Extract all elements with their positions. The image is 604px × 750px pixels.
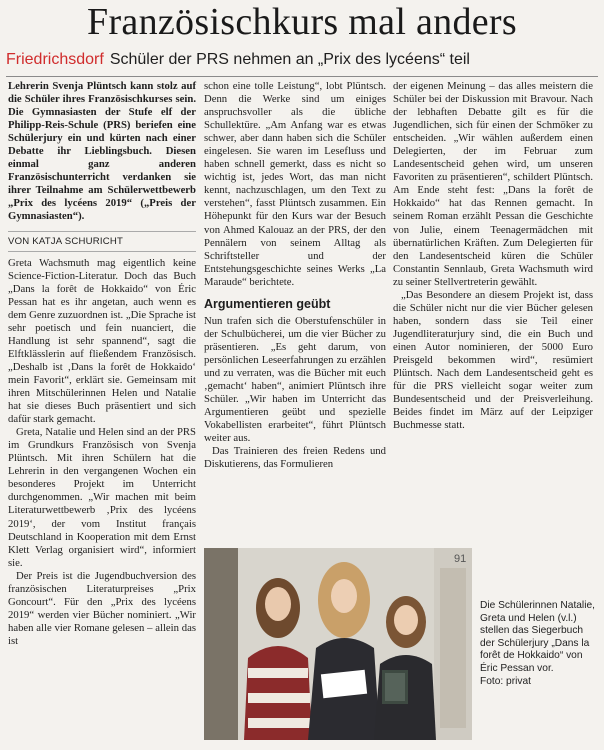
photo-caption: [480, 600, 600, 688]
body-paragraph: der eigenen Meinung – das alles meistern die Schüler bei der Diskussion mit Bravour. Nach der lebhaften Debatte gilt es für die Jugendlichen, sich für einen der Schmöker zu entscheiden. „Wir wählen außerdem einen Delegierten, der im Februar zum Landesentscheid gehen wird, um unseren Favoriten zu präsentieren“, schildert Plüntsch. Am Ende steht fest: „Dans la forêt de Hokkaido“ hat das Rennen gemacht. In seinem Roman erzählt Pessan die Geschichte von Julie, einem Teenagermädchen mit übernatürlichen Kräften. Zum Delegierten für den Landesentscheid küren die Schüler Constantin Sennlaub, Greta Wachsmuth wird zu seiner Stellvertreterin gewählt.: [393, 80, 593, 288]
caption-text: Die Schülerinnen Natalie, Greta und Helen (v.l.) stellen das Siegerbuch der Schülerjury „Dans la forêt de Hokkaido“ von Éric Pessan vor.: [480, 600, 595, 674]
body-paragraph: Das Trainieren des freien Redens und Diskutierens, das Formulieren: [204, 445, 386, 471]
subheadline: Schüler der PRS nehmen an „Prix des lycéens“ teil: [109, 51, 470, 68]
headline: Französischkurs mal anders: [87, 1, 517, 43]
subheadline-row: [6, 50, 598, 70]
body-paragraph: Der Preis ist die Jugendbuchversion des französischen Literaturpreises „Prix Goncourt“. Für den „Prix des lycéens 2019“ werden vier Bücher nominiert. „Wir haben alle vier Romane gelesen – allein das ist: [8, 569, 196, 647]
photo-illustration: [204, 548, 472, 740]
header-divider: [6, 76, 598, 77]
article-photo: [204, 548, 472, 740]
column-3: [393, 80, 593, 432]
column-1: [8, 80, 196, 648]
location-label: Friedrichsdorf: [6, 51, 104, 68]
body-paragraph: „Das Besondere an diesem Projekt ist, dass die Schüler nicht nur die vier Bücher gelesen haben, sondern dass sie Teil einer Jugendliteraturjury sind, die ein Buch und einen Autor nominieren, der 5000 Euro Preisgeld bekommen wird“, resümiert Plüntsch. Nach dem Landesentscheid geht es für die PRS vielleicht sogar weiter zum Bundesentscheid und der Preisverleihung. Beides findet im März auf der Leipziger Buchmesse statt.: [393, 288, 593, 432]
author-byline: VON KATJA SCHURICHT: [8, 231, 196, 252]
body-paragraph: schon eine tolle Leistung“, lobt Plüntsch. Denn die Werke sind um einiges anspruchsvoller als die übliche Schullektüre. „Am Anfang war es etwas schwer, aber dann haben sich die Schüler eingelesen. Sie waren im Lesefluss und haben schnell gemerkt, dass es nicht so wichtig ist, jedes Wort, das man nicht kennt, nachzuschlagen, um den Text zu verstehen“, fasst Plüntsch zusammen. Ein Höhepunkt für den Kurs war der Besuch von Ahmed Kalouaz an der PRS, der den Pennälern von seinem Alltag als Schriftsteller und der Entstehungsgeschichte seines Werks „La Maraude“ berichtete.: [204, 80, 386, 288]
body-paragraph: Greta, Natalie und Helen sind an der PRS im Grundkurs Französisch von Svenja Plüntsch. Mit ihren Schülern hat die Lehrerin in den vergangenen Wochen ein besonderes Projekt im Unterricht durchgenommen. „Wir machen mit beim Literaturwettbewerb ‚Prix des lycéens 2019‘, der vom Institut français Deutschland in Kooperation mit dem Ernst Klett Verlag organisiert wird“, informiert sie.: [8, 426, 196, 569]
photo-credit: Foto: privat: [480, 675, 531, 687]
lead-paragraph: Lehrerin Svenja Plüntsch kann stolz auf die Schüler ihres Französischkurses sein. Die Gymnasiasten der Stufe elf der Philipp-Reis-Schule (PRS) beriefen eine Schülerjury ein und kürten nach einer Debatte ihr Lieblingsbuch. Diesen einmal ganz anderen Französischunterricht verdanken sie ihrer Teilnahme am Schülerwettbewerb „Prix des lycéens 2019“ („Preis der Gymnasiasten“).: [8, 80, 196, 223]
body-paragraph: Nun trafen sich die Oberstufenschüler in der Schulbücherei, um die vier Bücher zu präsentieren. „Es geht darum, von persönlichen Leseerfahrungen zu erzählen und zu verraten, was die Bücher mit euch ‚gemacht‘ haben“, animiert Plüntsch ihre Schüler. „Wir haben im Unterricht das Argumentieren geübt und spezielle Vokabellisten erarbeitet“, führt Plüntsch weiter aus.: [204, 314, 386, 445]
section-subheading: Argumentieren geübt: [204, 296, 331, 311]
body-paragraph: Greta Wachsmuth mag eigentlich keine Science-Fiction-Literatur. Doch das Buch „Dans la forêt de Hokkaido“ von Éric Pessan hat es ihr angetan, auch wenn es dem Genre zuzuordnen ist. „Die Sprache ist sehr poetisch und fein nuanciert, die Handlung ist sehr spannend“, sagt die Elftklässlerin auf fließendem Französisch. „Deshalb ist ‚Dans la forêt de Hokkaido‘ mein Favorit“, erklärt sie. Gemeinsam mit ihren Mitschülerinnen Helen und Natalie hat sie dieses Buch präsentiert und sich dafür stark gemacht.: [8, 256, 196, 426]
column-2: [204, 80, 386, 471]
photo-number-mark: 91: [454, 553, 467, 565]
